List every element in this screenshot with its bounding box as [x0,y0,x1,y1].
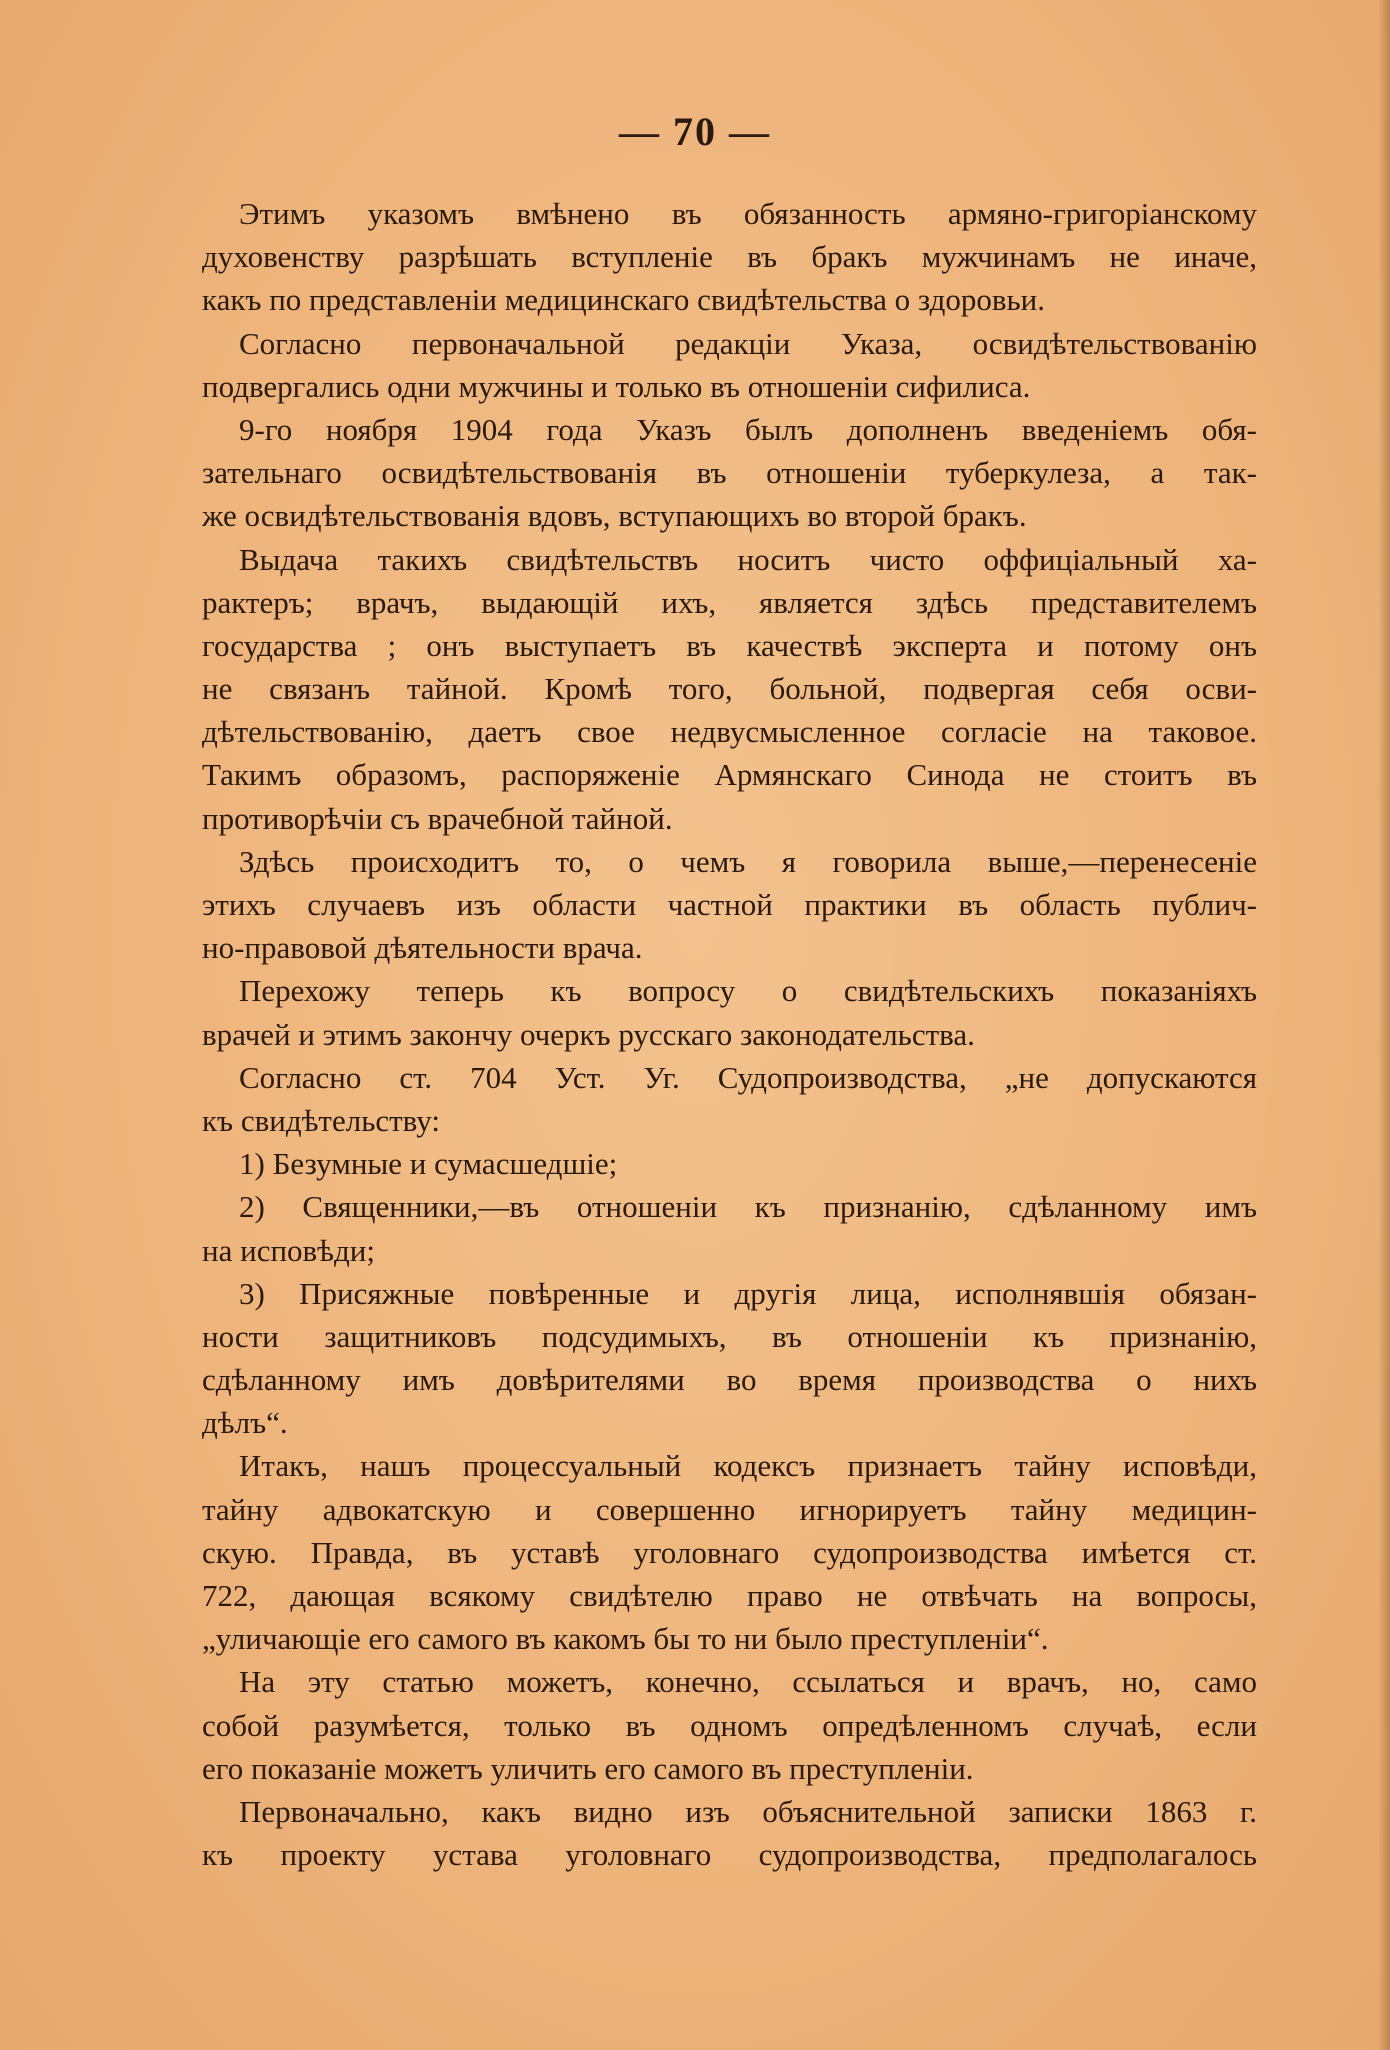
text-line: какъ по представленіи медицинскаго свидѣтельства о здоровьи. [202,282,1045,318]
text-line: 2) Священники,—въ отношеніи къ признанію, сдѣланному имъ [239,1189,1257,1225]
text-line: Такимъ образомъ, распоряженіе Армянскаго Синода не стоитъ въ [202,757,1257,793]
text-line: 1) Безумные и сумасшедшіе; [239,1146,618,1182]
text-line: 722, дающая всякому свидѣтелю право не отвѣчать на вопросы, [202,1578,1257,1613]
text-line: но-правовой дѣятельности врача. [202,930,643,966]
text-line: скую. Правда, въ уставѣ уголовнаго судопроизводства имѣется ст. [202,1534,1257,1570]
text-line: Итакъ, нашъ процессуальный кодексъ признаетъ тайну исповѣди, [239,1448,1257,1484]
text-line: Согласно ст. 704 Уст. Уг. Судопроизводства, „не допускаются [239,1059,1257,1095]
text-line: же освидѣтельствованія вдовъ, вступающихъ во второй бракъ. [202,498,1027,534]
text-line: Этимъ указомъ вмѣнено въ обязанность армяно-григоріанскому [239,196,1257,231]
text-line: 9-го ноября 1904 года Указъ былъ дополненъ введеніемъ обя- [239,411,1257,447]
text-line: не связанъ тайной. Кромѣ того, больной, подвергая себя осви- [202,671,1257,707]
text-line: 3) Присяжные повѣренные и другія лица, исполнявшія обязан- [239,1275,1257,1311]
text-line: „уличающіе его самого въ какомъ бы то ни было преступленіи“. [202,1621,1049,1657]
text-line: на исповѣди; [202,1232,375,1268]
text-line: На эту статью можетъ, конечно, ссылаться и врачъ, но, само [239,1664,1257,1700]
text-line: дѣлъ“. [202,1405,288,1441]
text-line: собой разумѣется, только въ одномъ опредѣленномъ случаѣ, если [202,1707,1257,1743]
text-line: духовенству разрѣшать вступленіе въ бракъ мужчинамъ не иначе, [202,239,1257,275]
text-line: противорѣчіи съ врачебной тайной. [202,800,673,836]
text-line: къ проекту устава уголовнаго судопроизводства, предполагалось [202,1837,1257,1873]
page-edge-shadow [1378,0,1390,2050]
text-line: Согласно первоначальной редакціи Указа, освидѣтельствованію [239,325,1257,361]
text-line: рактеръ; врачъ, выдающій ихъ, является здѣсь представителемъ [202,584,1257,620]
text-line: ности защитниковъ подсудимыхъ, въ отношеніи къ признанію, [202,1318,1257,1354]
text-line: дѣтельствованію, даетъ свое недвусмысленное согласіе на таковое. [202,714,1257,750]
body-text [202,192,1257,1876]
text-line: его показаніе можетъ уличить его самого въ преступленіи. [202,1750,974,1786]
text-line: государства ; онъ выступаетъ въ качествѣ эксперта и потому онъ [202,627,1257,663]
text-line: тайну адвокатскую и совершенно игнорируетъ тайну медицин- [202,1491,1257,1527]
text-line: Выдача такихъ свидѣтельствъ носитъ чисто оффиціальный ха- [239,541,1257,577]
text-line: Здѣсь происходитъ то, о чемъ я говорила выше,—перенесеніе [239,843,1257,879]
page-number: — 70 — [619,109,771,154]
text-line: къ свидѣтельству: [202,1102,440,1138]
text-line: подвергались одни мужчины и только въ отношеніи сифилиса. [202,368,1031,404]
text-line: Первоначально, какъ видно изъ объяснительной записки 1863 г. [239,1793,1257,1829]
text-line: этихъ случаевъ изъ области частной практики въ область публич- [202,887,1257,922]
text-line: сдѣланному имъ довѣрителями во время производства о нихъ [202,1362,1257,1398]
text-line: Перехожу теперь къ вопросу о свидѣтельскихъ показаніяхъ [239,973,1257,1009]
text-line: врачей и этимъ закончу очеркъ русскаго законодательства. [202,1016,975,1052]
text-line: зательнаго освидѣтельствованія въ отношеніи туберкулеза, а так- [202,455,1257,491]
